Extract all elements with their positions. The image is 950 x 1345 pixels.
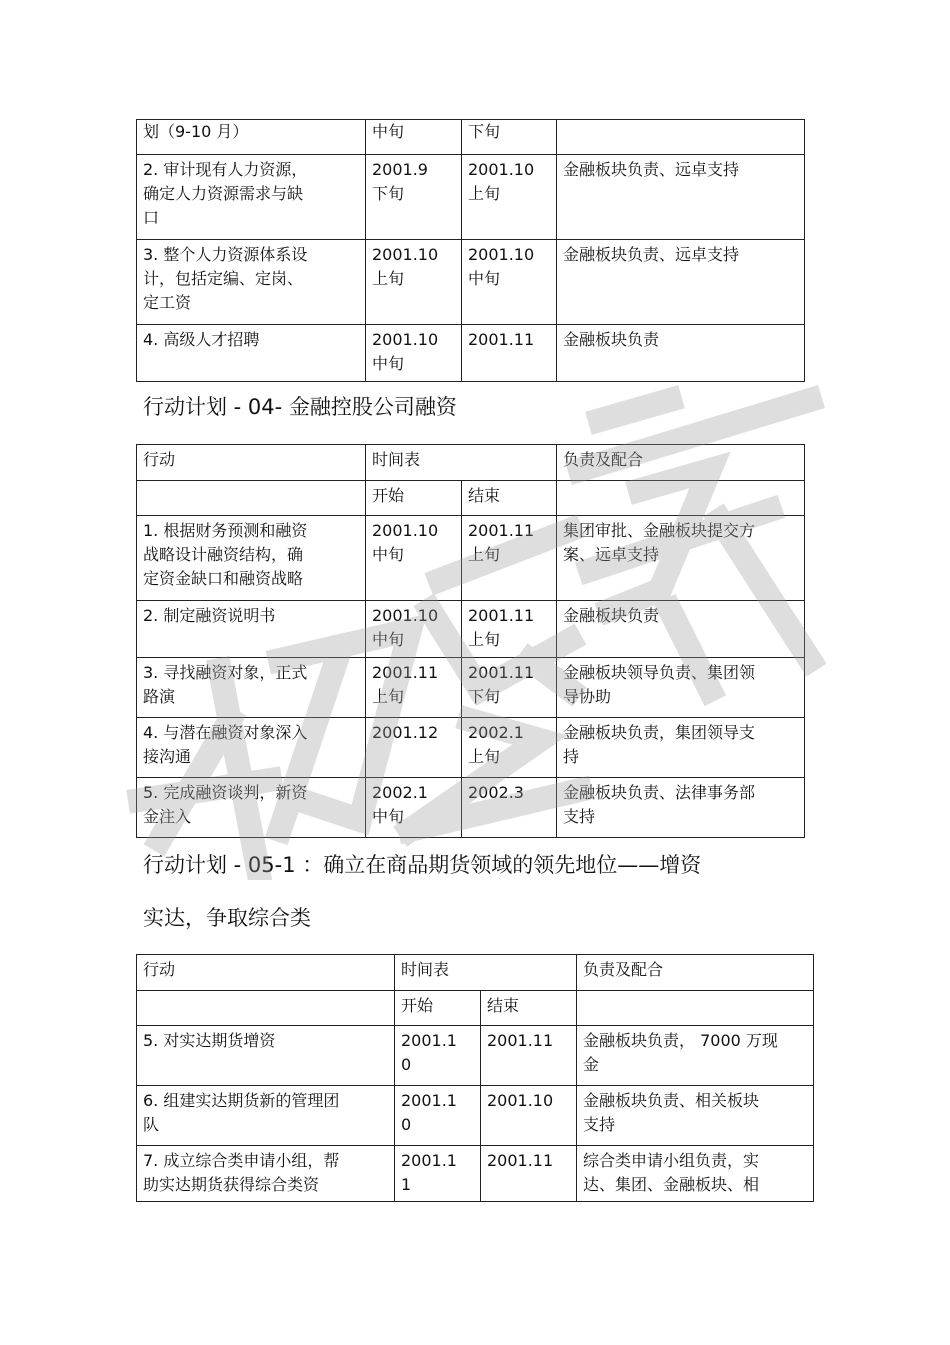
action-cell: 5. 完成融资谈判，新资 金注入: [137, 778, 366, 838]
end-cell: 2001.11: [481, 1026, 577, 1086]
start-cell: 中旬: [366, 120, 462, 155]
owner-cell: 金融板块负责，集团领导支 持: [557, 718, 805, 778]
table-subheader-row: [137, 481, 805, 516]
header-owner: 负责及配合: [557, 445, 805, 481]
table-row: [137, 718, 805, 778]
owner-cell: 综合类申请小组负责，实 达、集团、金融板块、相: [577, 1146, 814, 1202]
header-empty: [137, 481, 366, 516]
section-heading-05-1-cont: 实达，争取综合类: [143, 906, 311, 930]
end-cell: 2001.10 上旬: [462, 155, 557, 240]
owner-cell: 金融板块负责、远卓支持: [557, 155, 805, 240]
end-cell: 2001.10 中旬: [462, 240, 557, 325]
table-subheader-row: [137, 991, 814, 1026]
action-cell: 3. 寻找融资对象，正式 路演: [137, 658, 366, 718]
start-cell: 2001.1 0: [395, 1086, 481, 1146]
end-cell: 2001.11 上旬: [462, 601, 557, 658]
start-cell: 2001.1 1: [395, 1146, 481, 1202]
header-empty: [577, 991, 814, 1026]
header-end: 结束: [481, 991, 577, 1026]
table-header-row: [137, 955, 814, 991]
table-row: [137, 240, 805, 325]
start-cell: 2001.10 中旬: [366, 601, 462, 658]
action-cell: 6. 组建实达期货新的管理团 队: [137, 1086, 395, 1146]
owner-cell: 金融板块负责， 7000 万现 金: [577, 1026, 814, 1086]
owner-cell: 金融板块领导负责、集团领 导协助: [557, 658, 805, 718]
table-row: [137, 325, 805, 382]
end-cell: 2001.11: [462, 325, 557, 382]
table-row: [137, 1086, 814, 1146]
table-row: [137, 155, 805, 240]
end-cell: 2001.11: [481, 1146, 577, 1202]
owner-cell: [557, 120, 805, 155]
header-empty: [557, 481, 805, 516]
action-cell: 4. 高级人才招聘: [137, 325, 366, 382]
end-cell: 2001.11 下旬: [462, 658, 557, 718]
header-end: 结束: [462, 481, 557, 516]
action-cell: 2. 制定融资说明书: [137, 601, 366, 658]
table-header-row: [137, 445, 805, 481]
end-cell: 2001.11 上旬: [462, 516, 557, 601]
header-schedule: 时间表: [395, 955, 577, 991]
section-heading-04: 行动计划 - 04- 金融控股公司融资: [143, 395, 457, 419]
owner-cell: 金融板块负责、法律事务部 支持: [557, 778, 805, 838]
owner-cell: 金融板块负责、相关板块 支持: [577, 1086, 814, 1146]
action-cell: 5. 对实达期货增资: [137, 1026, 395, 1086]
end-cell: 2001.10: [481, 1086, 577, 1146]
table-row: [137, 658, 805, 718]
start-cell: 2001.10 中旬: [366, 325, 462, 382]
start-cell: 2001.11 上旬: [366, 658, 462, 718]
end-cell: 2002.3: [462, 778, 557, 838]
start-cell: 2001.12: [366, 718, 462, 778]
owner-cell: 金融板块负责: [557, 325, 805, 382]
table-row: [137, 601, 805, 658]
table-row: [137, 516, 805, 601]
futures-plan-table: [136, 954, 814, 1202]
header-action: 行动: [137, 445, 366, 481]
action-cell: 1. 根据财务预测和融资 战略设计融资结构，确 定资金缺口和融资战略: [137, 516, 366, 601]
action-cell: 划（9-10 月）: [137, 120, 366, 155]
start-cell: 2002.1 中旬: [366, 778, 462, 838]
end-cell: 2002.1 上旬: [462, 718, 557, 778]
owner-cell: 金融板块负责: [557, 601, 805, 658]
section-heading-05-1: 行动计划 - 05-1 ：确立在商品期货领域的领先地位——增资: [143, 853, 702, 877]
hr-plan-table: [136, 119, 805, 382]
header-owner: 负责及配合: [577, 955, 814, 991]
header-start: 开始: [395, 991, 481, 1026]
table-row: [137, 1026, 814, 1086]
start-cell: 2001.10 上旬: [366, 240, 462, 325]
owner-cell: 集团审批、金融板块提交方 案、远卓支持: [557, 516, 805, 601]
table-row: [137, 120, 805, 155]
action-cell: 3. 整个人力资源体系设 计，包括定编、定岗、 定工资: [137, 240, 366, 325]
start-cell: 2001.1 0: [395, 1026, 481, 1086]
action-cell: 2. 审计现有人力资源， 确定人力资源需求与缺 口: [137, 155, 366, 240]
action-cell: 4. 与潜在融资对象深入 接沟通: [137, 718, 366, 778]
header-action: 行动: [137, 955, 395, 991]
header-schedule: 时间表: [366, 445, 557, 481]
start-cell: 2001.10 中旬: [366, 516, 462, 601]
action-cell: 7. 成立综合类申请小组，帮 助实达期货获得综合类资: [137, 1146, 395, 1202]
header-start: 开始: [366, 481, 462, 516]
financing-plan-table: [136, 444, 805, 838]
end-cell: 下旬: [462, 120, 557, 155]
start-cell: 2001.9 下旬: [366, 155, 462, 240]
owner-cell: 金融板块负责、远卓支持: [557, 240, 805, 325]
table-row: [137, 1146, 814, 1202]
table-row: [137, 778, 805, 838]
header-empty: [137, 991, 395, 1026]
